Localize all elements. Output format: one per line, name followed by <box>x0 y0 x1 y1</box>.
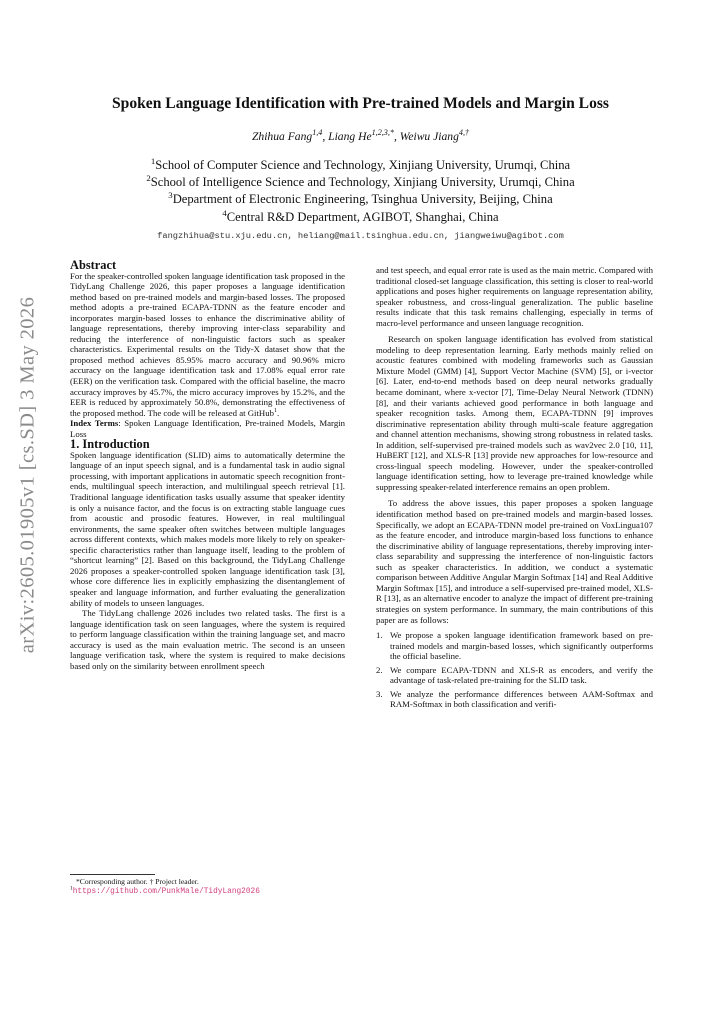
affiliation <box>0 191 721 208</box>
author-name: Liang He <box>328 130 372 143</box>
list-number: 2. <box>376 664 383 675</box>
github-link[interactable]: https://github.com/PunkMale/TidyLang2026 <box>72 888 260 896</box>
index-terms-text: : Spoken Language Identification, Pre-trained Models, Margin Loss <box>70 418 345 439</box>
abstract-body: For the speaker-controlled spoken language identification task proposed in the TidyLang Challenge 2026, this paper proposes a language identification method based on pre-trained models and margin-based losses. The proposed method adopts a pre-trained ECAPA-TDNN as the feature encoder and incorporates margin-based losses to enhance the discriminative ability of language representations, thereby improving inter-class separability and reducing the interference of non-linguistic factors such as speaker characteristics. Experimental results on the Tidy-X dataset show that the proposed method achieves 85.95% macro accuracy and 90.96% micro accuracy on the language identification task and 17.08% equal error rate (EER) on the verification task. Compared with the official baseline, the macro accuracy improves by 45.7%, the micro accuracy improves by 15.2%, and the EER is reduced by approximately 50.8%, demonstrating the effectiveness of the proposed method. The code will be released at GitHub <box>70 270 345 418</box>
list-item <box>376 630 653 662</box>
affiliation-text: Department of Electronic Engineering, Tsinghua University, Beijing, China <box>172 192 553 207</box>
contribution-list <box>376 630 653 710</box>
list-item-text: We propose a spoken language identification framework based on pre-trained models and margin-based losses, which significantly outperforms the official baseline. <box>390 630 653 662</box>
affiliation-list <box>0 157 721 226</box>
right-column <box>376 265 653 713</box>
footnote-corresponding: *Corresponding author. † Project leader. <box>76 877 199 886</box>
list-number: 1. <box>376 630 383 641</box>
author-emails: fangzhihua@stu.xju.edu.cn, heliang@mail.tsinghua.edu.cn, jiangweiwu@agibot.com <box>157 231 564 241</box>
affiliation-text: Central R&D Department, AGIBOT, Shanghai, China <box>226 209 499 224</box>
abstract-heading: Abstract <box>70 258 117 272</box>
affiliation <box>0 174 721 191</box>
paragraph: The TidyLang challenge 2026 includes two related tasks. The first is a language identification task on seen languages, where the system is required to perform language classification within the training language set, and macro accuracy is used as the main evaluation metric. The second is an unseen language verification task, where the system is required to make decisions based only on the similarity between enrollment speech <box>70 608 345 671</box>
affiliation-sup: 4 <box>222 207 227 218</box>
author-list: Zhihua Fang$^{1,4}$, Liang $He^{1,2,3,*}$, Weiwu Jiang$^{4,\dagger}$ <box>251 128 470 143</box>
list-item <box>376 665 653 686</box>
affiliation-text: School of Intelligence Science and Technology, Xinjiang University, Urumqi, China <box>150 175 575 190</box>
footnote-rule <box>70 874 155 875</box>
paragraph: To address the above issues, this paper proposes a spoken language identification method based on pre-trained models and margin-based losses. Specifically, we adopt an ECAPA-TDNN model pre-trained on VoxLingua107 as the feature encoder, and introduce margin-based loss functions to enhance the discriminative ability of language representations, thereby improving inter-class separability and suppressing the interference of non-linguistic factors such as speaker characteristics. In addition, we conduct a systematic comparison between Additive Angular Margin Softmax [14] and Real Additive Margin Softmax [15], and introduce a self-supervised pre-trained model, XLS-R [13], as an alternative encoder to analyze the impact of different pre-training strategies on system performance. In summary, the main contributions of this paper are as follows: <box>376 498 653 625</box>
abstract-text <box>70 271 345 419</box>
affiliation-sup: 2 <box>146 173 151 184</box>
list-number: 3. <box>376 688 383 699</box>
paragraph: Spoken language identification (SLID) aims to automatically determine the language of an input speech signal, and is a fundamental task in audio signal processing, with important applications in automatic speech recognition front-ends, multilingual speech interaction, and multilingual speech retrieval [1]. Traditional language identification tasks usually assume that speaker identity is only a nuisance factor, and the focus is on extracting stable language cues from acoustic and prosodic features. However, in real multilingual environments, the same speaker often switches between multiple languages across different contexts, which makes models more likely to rely on speaker-specific characteristics rather than language itself, leading to the problem of “shortcut learning” [2]. Based on this background, the TidyLang Challenge 2026 proposes a speaker-controlled spoken language identification task [3], whose core difference lies in explicitly emphasizing the disentanglement of speaker and language information, and further evaluating the generalization ability of models to unseen languages. <box>70 449 345 608</box>
footnote-marker: 1 <box>70 885 73 892</box>
paragraph: Research on spoken language identification has evolved from statistical modeling to deep representation learning. Early methods mainly relied on acoustic features combined with modeling frameworks such as Gaussian Mixture Model (GMM) [4], Support Vector Machine (SVM) [5], or i-vector [6]. Later, end-to-end methods based on deep neural networks gradually became dominant, where x-vector [7], Time-Delay Neural Network (TDNN) [8], and their variants achieved good performance in both language and speaker recognition tasks. Among them, ECAPA-TDNN [9] improves discriminative representation ability through multi-scale feature aggregation and channel attention mechanisms, showing strong robustness in related tasks. In addition, self-supervised pre-trained models such as wav2vec 2.0 [10, 11], HuBERT [12], and XLS-R [13] provide new approaches for low-resource and cross-lingual speech modeling. However, under the speaker-controlled language identification setting, how to leverage pre-trained knowledge while suppressing speaker-related interference remains an open problem. <box>376 334 653 492</box>
list-item-text: We compare ECAPA-TDNN and XLS-R as encoders, and verify the advantage of task-related pre-training for the SLID task. <box>390 664 653 686</box>
author-affil-sup: 4,† <box>458 128 470 138</box>
arxiv-stamp-text: arXiv:2605.01905v1 [cs.SD] 3 May 2026 <box>16 296 39 654</box>
author-affil-sup: 1,4 <box>312 128 323 138</box>
affiliation <box>0 157 721 174</box>
footnote-github <box>70 887 345 897</box>
list-item-text: We analyze the performance differences between AAM-Softmax and RAM-Softmax in both classification and verifi- <box>390 688 653 710</box>
affiliation-sup: 3 <box>168 190 173 201</box>
author-affil-sup: 1,2,3,* <box>371 128 394 138</box>
abstract-end: . <box>277 407 280 418</box>
paper-title: Spoken Language Identification with Pre-trained Models and Margin Loss <box>111 95 610 112</box>
left-column <box>70 260 345 671</box>
paragraph: and test speech, and equal error rate is used as the main metric. Compared with traditional closed-set language classification, this setting is closer to real-world applications and poses higher requirements on language representation ability, speaker robustness, and cross-lingual generalization. The public baseline results indicate that this task remains challenging, especially in terms of macro-level performance and unseen language recognition. <box>376 265 653 328</box>
list-item <box>376 689 653 710</box>
author-name: Weiwu Jiang <box>399 130 459 143</box>
author-name: Zhihua Fang <box>251 130 313 143</box>
footnote-marker: 1 <box>273 407 278 414</box>
affiliation <box>0 209 721 226</box>
affiliation-text: School of Computer Science and Technology, Xinjiang University, Urumqi, China <box>155 158 571 172</box>
footnotes <box>70 874 345 897</box>
index-terms <box>70 418 345 439</box>
affiliation-sup: 1 <box>150 155 156 166</box>
index-terms-label: Index Terms <box>70 418 119 429</box>
section-heading-introduction: 1. Introduction <box>70 437 150 452</box>
